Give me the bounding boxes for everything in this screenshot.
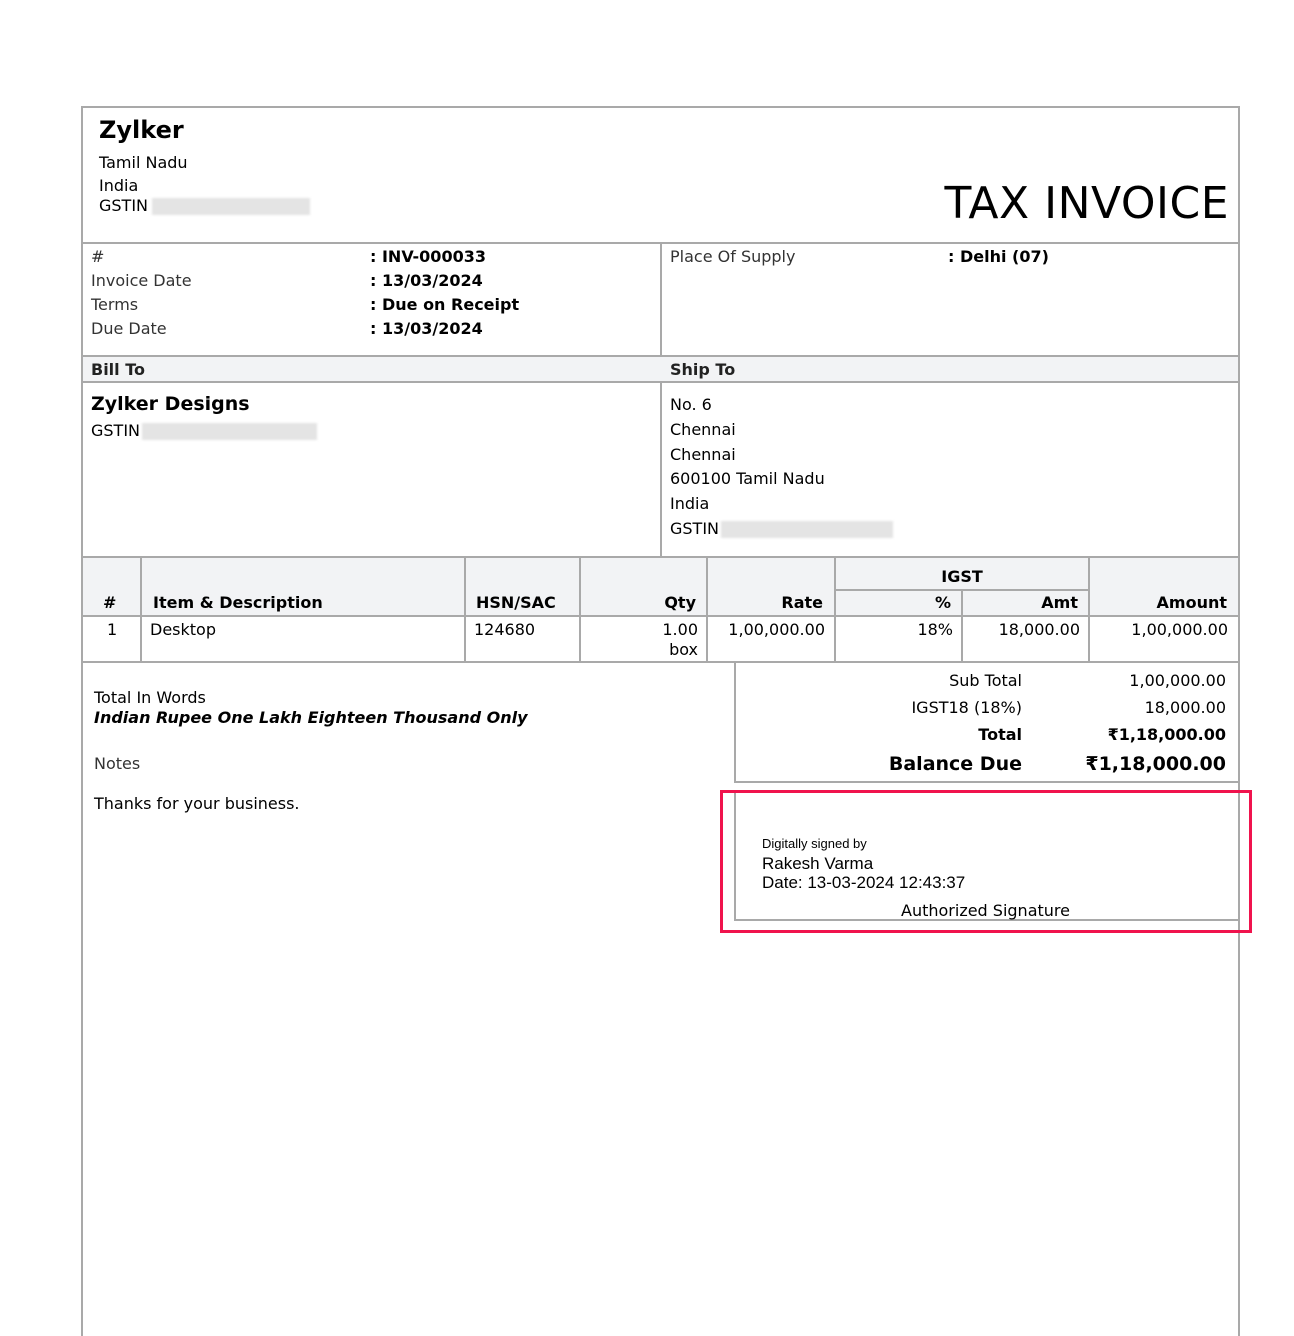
authorized-signature-caption: Authorized Signature [901, 901, 1070, 920]
col-header-igst: IGST [941, 567, 983, 586]
signature-highlight-box [720, 790, 1252, 933]
notes-label: Notes [94, 754, 141, 773]
tax-value: 18,000.00 [1144, 698, 1226, 717]
col-header-hsn: HSN/SAC [476, 593, 556, 612]
gstin-label: GSTIN [670, 519, 720, 538]
divider [660, 244, 662, 557]
row-amount: 1,00,000.00 [1131, 620, 1228, 639]
address-header-bar [83, 357, 1238, 381]
divider [83, 615, 1238, 617]
col-header-igst-pct: % [934, 593, 951, 612]
total-in-words: Indian Rupee One Lakh Eighteen Thousand Only [94, 708, 528, 727]
row-igst-amt: 18,000.00 [998, 620, 1080, 639]
company-gstin [99, 196, 310, 215]
signature-date: Date: 13-03-2024 12:43:37 [762, 873, 966, 892]
company-state: Tamil Nadu [99, 153, 188, 172]
gstin-redacted [142, 423, 317, 440]
ship-to-line: Chennai [670, 445, 736, 464]
col-header-qty: Qty [664, 593, 696, 612]
ship-to-line: Chennai [670, 420, 736, 439]
divider [83, 381, 1238, 383]
ship-to-line: No. 6 [670, 395, 712, 414]
place-of-supply-label: Place Of Supply [670, 247, 796, 266]
col-header-igst-amt: Amt [1041, 593, 1078, 612]
terms-label: Terms [91, 295, 139, 314]
row-qty: 1.00 [662, 620, 698, 639]
ship-to-line: 600100 Tamil Nadu [670, 469, 825, 488]
place-of-supply-value: : Delhi (07) [948, 247, 1049, 266]
terms-value: : Due on Receipt [370, 295, 520, 314]
invoice-number-value: : INV-000033 [370, 247, 486, 266]
sub-total-value: 1,00,000.00 [1129, 671, 1226, 690]
bill-to-heading: Bill To [91, 360, 145, 379]
col-header-amount: Amount [1156, 593, 1227, 612]
row-item: Desktop [150, 620, 216, 639]
invoice-date-label: Invoice Date [91, 271, 192, 290]
row-hsn: 124680 [474, 620, 536, 639]
ship-to-line: India [670, 494, 710, 513]
row-rate: 1,00,000.00 [728, 620, 825, 639]
digitally-signed-label: Digitally signed by [762, 836, 867, 851]
tax-label: IGST18 (18%) [911, 698, 1022, 717]
gstin-label: GSTIN [91, 421, 141, 440]
ship-to-gstin [670, 519, 893, 538]
document-title: TAX INVOICE [944, 178, 1229, 229]
col-divider [464, 558, 466, 661]
balance-due-label: Balance Due [888, 753, 1022, 775]
divider [734, 663, 736, 781]
due-date-label: Due Date [91, 319, 167, 338]
invoice-number-label: # [91, 247, 105, 266]
col-header-rate: Rate [781, 593, 823, 612]
total-label: Total [978, 725, 1022, 744]
total-value: ₹1,18,000.00 [1107, 725, 1226, 744]
invoice-date-value: : 13/03/2024 [370, 271, 483, 290]
bill-to-gstin [91, 421, 317, 440]
company-country: India [99, 176, 139, 195]
row-num: 1 [107, 620, 118, 639]
gstin-redacted [721, 521, 893, 538]
bill-to-name: Zylker Designs [91, 393, 250, 415]
col-header-num: # [103, 593, 117, 612]
sub-total-label: Sub Total [949, 671, 1022, 690]
ship-to-heading: Ship To [670, 360, 736, 379]
gstin-label: GSTIN [99, 196, 149, 215]
divider [83, 661, 1238, 663]
col-header-item: Item & Description [153, 593, 323, 612]
notes-text: Thanks for your business. [94, 794, 300, 813]
signer-name: Rakesh Varma [762, 854, 874, 873]
row-unit: box [669, 640, 698, 659]
due-date-value: : 13/03/2024 [370, 319, 483, 338]
gstin-redacted [152, 198, 310, 215]
col-divider [140, 558, 142, 661]
row-igst-pct: 18% [917, 620, 953, 639]
divider [734, 781, 1238, 783]
company-name: Zylker [99, 116, 184, 144]
total-in-words-label: Total In Words [94, 688, 206, 707]
invoice-page [81, 106, 1240, 1336]
balance-due-value: ₹1,18,000.00 [1085, 753, 1226, 775]
